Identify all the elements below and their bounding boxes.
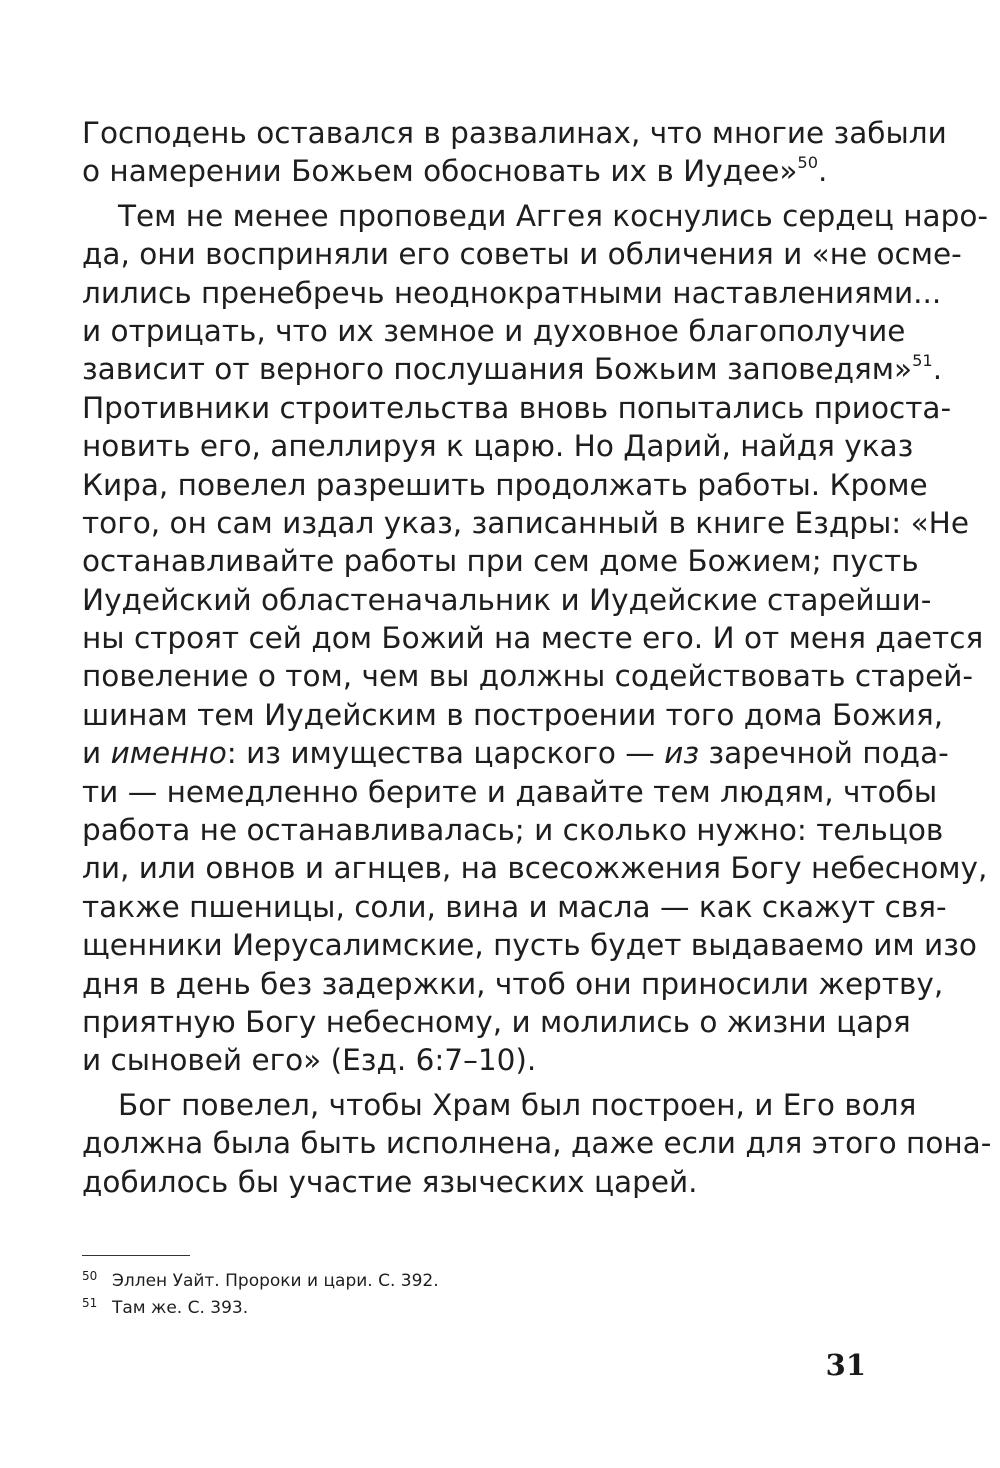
text-line: дня в день без задержки, чтоб они приносили жертву, bbox=[82, 966, 944, 1001]
text-line: о намерении Божьем обосновать их в Иудее»$^{50}$. bbox=[82, 153, 828, 189]
text-line: новить его, апеллируя к царю. Но Дарий, найдя указ bbox=[82, 429, 914, 464]
page-number: 31 bbox=[825, 1348, 866, 1382]
footnotes bbox=[82, 1268, 782, 1322]
paragraph-2 bbox=[82, 197, 989, 1080]
text-line: да, они восприняли его советы и обличения и «не осме- bbox=[82, 237, 962, 272]
footnote-ref-50[interactable]: 50 bbox=[797, 153, 819, 173]
text-line: лились пренебречь неоднократными наставлениями... bbox=[82, 275, 942, 310]
text-line: Господень оставался в развалинах, что многие забыли bbox=[82, 116, 947, 150]
text-line: Тем не менее проповеди Аггея коснулись сердец наро- bbox=[118, 198, 989, 233]
text-line: зависит от верного послушания Божьим заповедям»$^{51}$. bbox=[82, 351, 943, 387]
text-line: Иудейский областеначальник и Иудейские старейши- bbox=[82, 582, 932, 617]
text-line: должна была быть исполнена, даже если для этого пона- bbox=[82, 1126, 992, 1161]
text-line: останавливайте работы при сем доме Божием; пусть bbox=[82, 544, 919, 579]
footnote-text: Там же. С. 393. bbox=[112, 1298, 249, 1318]
text-line: и сыновей его» (Езд. 6:7–10). bbox=[82, 1043, 537, 1078]
footnote-ref-51[interactable]: 51 bbox=[912, 351, 933, 371]
footnote-51 bbox=[82, 1295, 782, 1322]
footnote-text: Эллен Уайт. Пророки и цари. С. 392. bbox=[112, 1271, 439, 1291]
text-line: Кира, повелел разрешить продолжать работы. Кроме bbox=[82, 467, 928, 502]
footnote-divider bbox=[82, 1255, 190, 1256]
text-line: работа не останавливалась; и сколько нужно: тельцов bbox=[82, 813, 944, 848]
footnote-number: 51 bbox=[82, 1296, 98, 1310]
text-line: и именно: из имущества царского — из заречной пода- bbox=[82, 736, 949, 771]
footnote-50 bbox=[82, 1268, 782, 1295]
text-line: ли, или овнов и агнцев, на всесожжения Богу небесному, bbox=[82, 851, 988, 886]
paragraph-1 bbox=[82, 114, 947, 191]
main-text bbox=[82, 114, 992, 1201]
text-line: ти — немедленно берите и давайте тем людям, чтобы bbox=[82, 774, 938, 809]
text-line: щенники Иерусалимские, пусть будет выдаваемо им изо bbox=[82, 928, 977, 963]
text-line: также пшеницы, соли, вина и масла — как скажут свя- bbox=[82, 889, 947, 924]
footnote-number: 50 bbox=[82, 1269, 98, 1283]
text-line: шинам тем Иудейским в построении того дома Божия, bbox=[82, 697, 944, 732]
text-line: Противники строительства вновь попытались приоста- bbox=[82, 390, 952, 425]
paragraph-3 bbox=[82, 1086, 992, 1201]
text-line: ны строят сей дом Божий на месте его. И от меня дается bbox=[82, 621, 984, 656]
text-line: Бог повелел, чтобы Храм был построен, и Его воля bbox=[118, 1087, 917, 1122]
text-line: добилось бы участие языческих царей. bbox=[82, 1164, 698, 1199]
text-line: того, он сам издал указ, записанный в книге Ездры: «Не bbox=[82, 505, 969, 540]
text-line: повеление о том, чем вы должны содействовать старей- bbox=[82, 659, 974, 694]
text-line: приятную Богу небесному, и молились о жизни царя bbox=[82, 1004, 911, 1039]
text-line: и отрицать, что их земное и духовное благополучие bbox=[82, 313, 906, 348]
